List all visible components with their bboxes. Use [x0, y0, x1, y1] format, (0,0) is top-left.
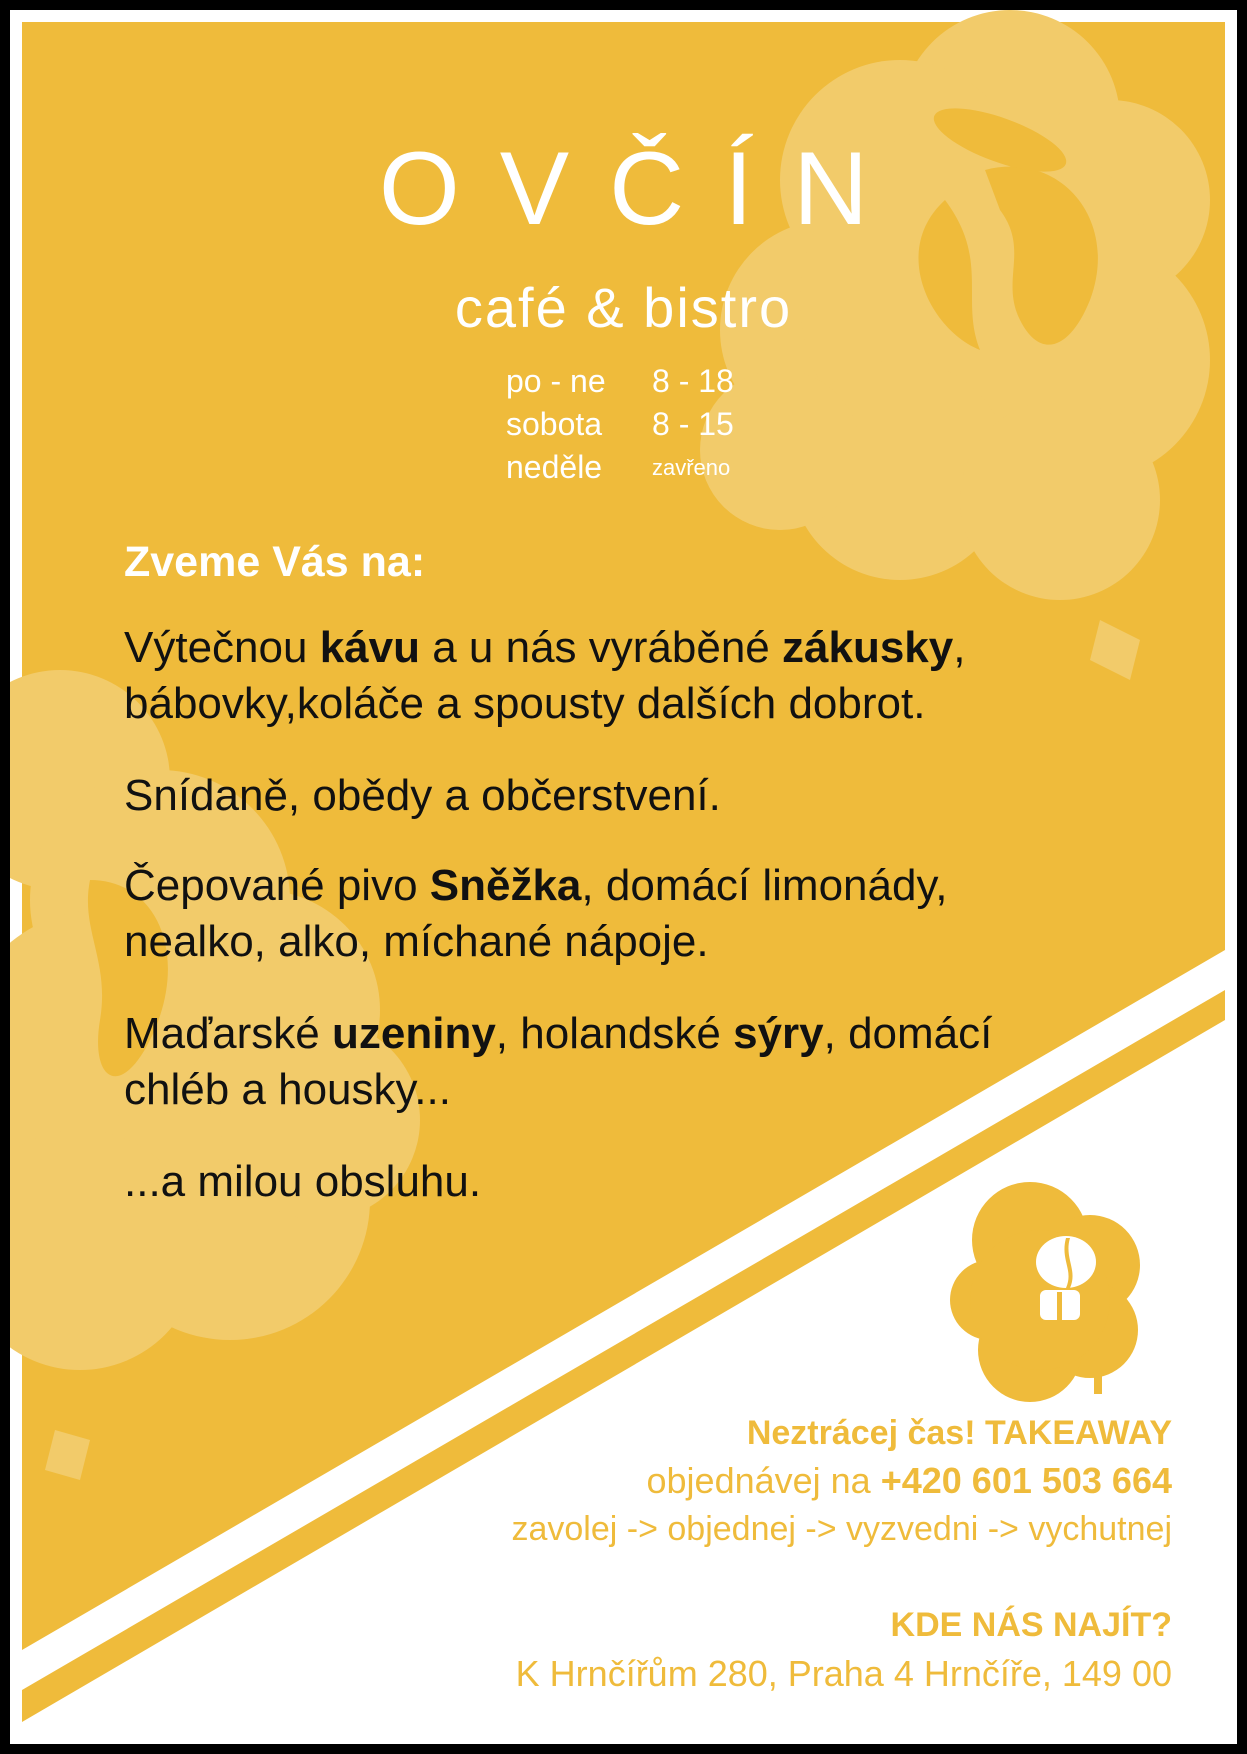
highlight: uzeniny	[332, 1009, 496, 1058]
text-span: , domácí limonády,	[581, 861, 948, 910]
highlight: Sněžka	[429, 861, 582, 910]
highlight: sýry	[733, 1009, 824, 1058]
hours-day: sobota	[506, 406, 603, 442]
order-prefix: objednávej na	[646, 1460, 881, 1501]
text-span: chléb a housky...	[124, 1065, 451, 1114]
text-span: bábovky,koláče a spousty dalších dobrot.	[124, 679, 926, 728]
brand-subtitle: café & bistro	[454, 276, 793, 339]
text-span: a u nás vyráběné	[419, 623, 782, 672]
phone-number[interactable]: +420 601 503 664	[880, 1460, 1172, 1501]
text-span: Výtečnou	[124, 623, 320, 672]
text-span: ,	[953, 623, 966, 672]
offer-service: ...a milou obsluhu.	[124, 1157, 482, 1206]
takeaway-steps: zavolej -> objednej -> vyzvedni -> vychutnej	[511, 1510, 1172, 1548]
highlight: kávu	[319, 623, 420, 672]
highlight: zákusky	[782, 623, 954, 672]
takeaway-headline: Neztrácej čas! TAKEAWAY	[746, 1414, 1172, 1452]
offer-meals: Snídaně, obědy a občerstvení.	[124, 771, 721, 820]
hours-time: 8 - 15	[652, 406, 734, 442]
hours-day: neděle	[506, 449, 603, 485]
brand-title: OVČÍN	[378, 131, 909, 247]
location-address: K Hrnčířům 280, Praha 4 Hrnčíře, 149 00	[515, 1653, 1172, 1694]
text-span: Čepované pivo	[124, 861, 430, 910]
hours-time: 8 - 18	[652, 363, 734, 399]
hours-time: zavřeno	[652, 455, 731, 480]
hours-day: po - ne	[506, 363, 606, 399]
location-heading: KDE NÁS NAJÍT?	[890, 1606, 1172, 1644]
text-span: , holandské	[495, 1009, 734, 1058]
text-span: Maďarské	[124, 1009, 332, 1058]
text-span: , domácí	[823, 1009, 993, 1058]
intro-heading: Zveme Vás na:	[124, 538, 426, 586]
text-span: nealko, alko, míchané nápoje.	[124, 917, 709, 966]
